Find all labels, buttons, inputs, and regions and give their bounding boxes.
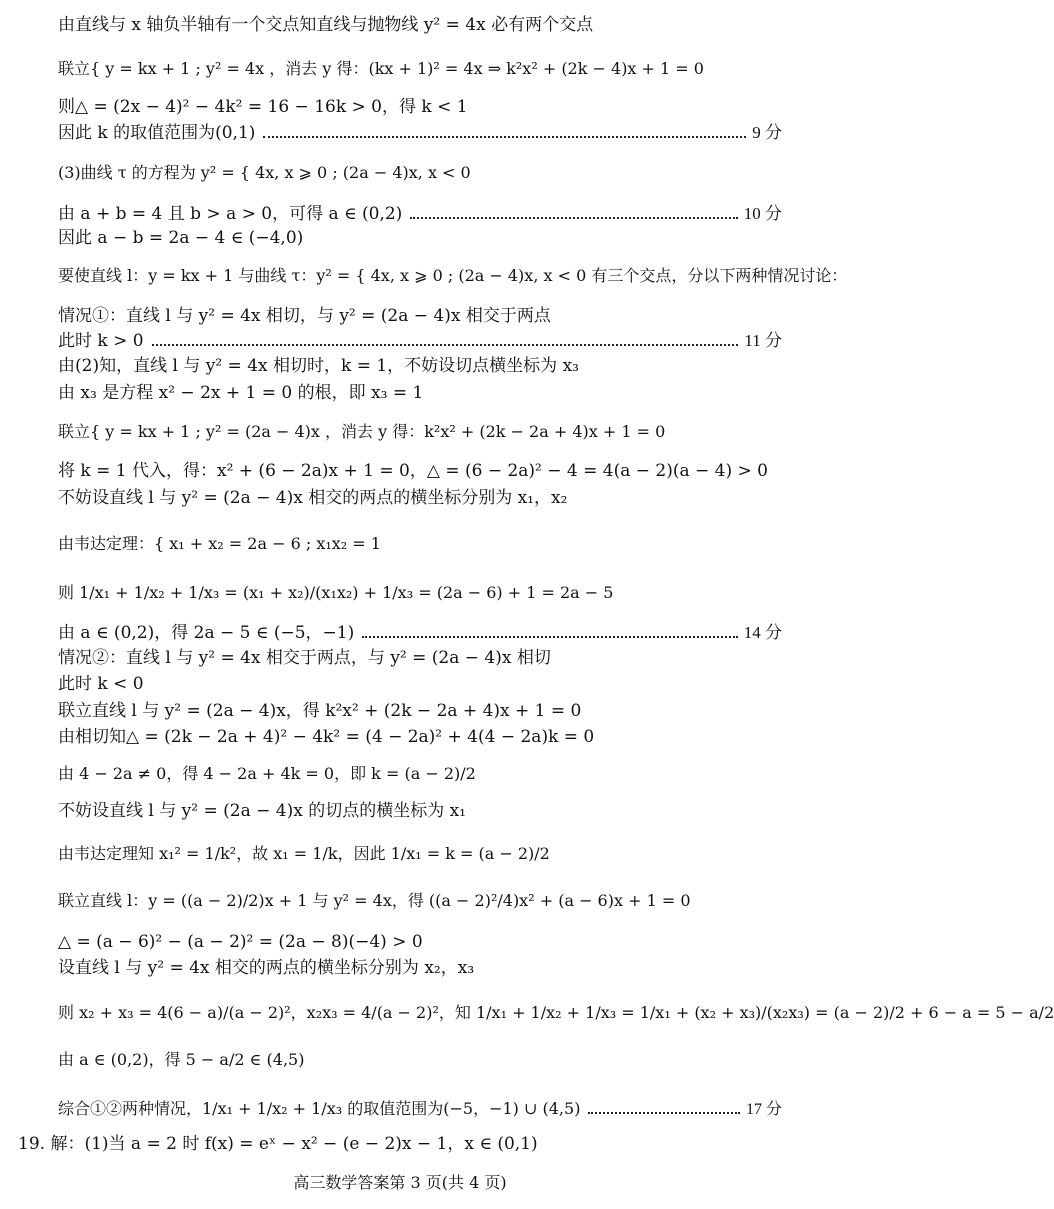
equation-line: 则 x₂ + x₃ = 4(6 − a)/(a − 2)²，x₂x₃ = 4/(a − 2)²，知 1/x₁ + 1/x₂ + 1/x₃ = 1/x₁ + (x₂ + x₃)/(x₂x₃) = (a − 2)/2 + 6 − a = 5 − a/2 [58,1003,1054,1022]
dot-leader [410,217,737,219]
page-footer: 高三数学答案第 3 页(共 4 页) [293,1173,507,1192]
line-text: 由 a + b = 4 且 b > a > 0，可得 a ∈ (0,2) [58,204,403,224]
scored-line [58,1097,782,1122]
score-label: 14 分 [743,623,782,642]
text-line: 由 x₃ 是方程 x² − 2x + 1 = 0 的根，即 x₃ = 1 [58,383,424,403]
equation-line: 由 4 − 2a ≠ 0，得 4 − 2a + 4k = 0，即 k = (a − 2)/2 [58,764,476,783]
equation-line: 联立直线 l：y = ((a − 2)/2)x + 1 与 y² = 4x，得 ((a − 2)²/4)x² + (a − 6)x + 1 = 0 [58,891,691,910]
equation-line: 则 1/x₁ + 1/x₂ + 1/x₃ = (x₁ + x₂)/(x₁x₂) + 1/x₃ = (2a − 6) + 1 = 2a − 5 [58,583,614,602]
equation-line: 由韦达定理知 x₁² = 1/k²，故 x₁ = 1/k，因此 1/x₁ = k = (a − 2)/2 [58,844,550,863]
score-label: 10 分 [743,204,782,223]
score-label: 11 分 [744,331,782,350]
line-text: 因此 k 的取值范围为(0,1) [58,123,256,143]
text-line: △ = (a − 6)² − (a − 2)² = (2a − 8)(−4) > 0 [58,932,423,952]
text-line: 由(2)知，直线 l 与 y² = 4x 相切时，k = 1，不妨设切点横坐标为 x₃ [58,356,579,376]
scored-line [58,622,782,644]
scored-line [58,122,782,144]
text-line: 不妨设直线 l 与 y² = (2a − 4)x 相交的两点的横坐标分别为 x₁，x₂ [58,488,568,508]
scored-line [58,330,782,352]
dot-leader [152,344,739,346]
dot-leader [263,136,746,138]
text-line: 由直线与 x 轴负半轴有一个交点知直线与抛物线 y² = 4x 必有两个交点 [58,15,594,35]
equation-line: 由 a ∈ (0,2)，得 5 − a/2 ∈ (4,5) [58,1050,305,1069]
score-label: 9 分 [752,123,782,142]
text-line: 不妨设直线 l 与 y² = (2a − 4)x 的切点的横坐标为 x₁ [58,801,466,821]
equation-line: (3)曲线 τ 的方程为 y² = { 4x, x ⩾ 0 ; (2a − 4)x, x < 0 [58,163,471,182]
text-line: 由相切知△ = (2k − 2a + 4)² − 4k² = (4 − 2a)² + 4(4 − 2a)k = 0 [58,727,595,747]
text-line: 则△ = (2x − 4)² − 4k² = 16 − 16k > 0，得 k < 1 [58,97,468,117]
equation-line: 要使直线 l：y = kx + 1 与曲线 τ：y² = { 4x, x ⩾ 0 ; (2a − 4)x, x < 0 有三个交点，分以下两种情况讨论： [58,266,848,285]
equation-line: 联立{ y = kx + 1 ; y² = (2a − 4)x ，消去 y 得：k²x² + (2k − 2a + 4)x + 1 = 0 [58,422,666,441]
line-text: 此时 k > 0 [58,331,144,351]
text-line: 将 k = 1 代入，得：x² + (6 − 2a)x + 1 = 0，△ = (6 − 2a)² − 4 = 4(a − 2)(a − 4) > 0 [58,461,768,481]
dot-leader [588,1112,740,1114]
line-text: 由 a ∈ (0,2)，得 2a − 5 ∈ (−5，−1) [58,623,355,643]
scored-line [58,203,782,225]
equation-line: 由韦达定理：{ x₁ + x₂ = 2a − 6 ; x₁x₂ = 1 [58,534,381,553]
score-label: 17 分 [745,1101,782,1118]
text-line: 情况①：直线 l 与 y² = 4x 相切，与 y² = (2a − 4)x 相交于两点 [58,306,551,326]
text-line: 情况②：直线 l 与 y² = 4x 相交于两点，与 y² = (2a − 4)x 相切 [58,648,551,668]
text-line: 此时 k < 0 [58,674,144,694]
question-19-start: 19. 解：(1)当 a = 2 时 f(x) = eˣ − x² − (e − 2)x − 1，x ∈ (0,1) [18,1134,538,1154]
equation-line: 联立{ y = kx + 1 ; y² = 4x ，消去 y 得：(kx + 1)² = 4x ⇒ k²x² + (2k − 4)x + 1 = 0 [58,59,704,78]
text-line: 因此 a − b = 2a − 4 ∈ (−4,0) [58,228,304,248]
dot-leader [362,636,738,638]
text-line: 联立直线 l 与 y² = (2a − 4)x，得 k²x² + (2k − 2a + 4)x + 1 = 0 [58,701,582,721]
text-line: 设直线 l 与 y² = 4x 相交的两点的横坐标分别为 x₂，x₃ [58,958,475,978]
line-text: 综合①②两种情况，1/x₁ + 1/x₂ + 1/x₃ 的取值范围为(−5，−1) ∪ (4,5) [58,1099,581,1118]
